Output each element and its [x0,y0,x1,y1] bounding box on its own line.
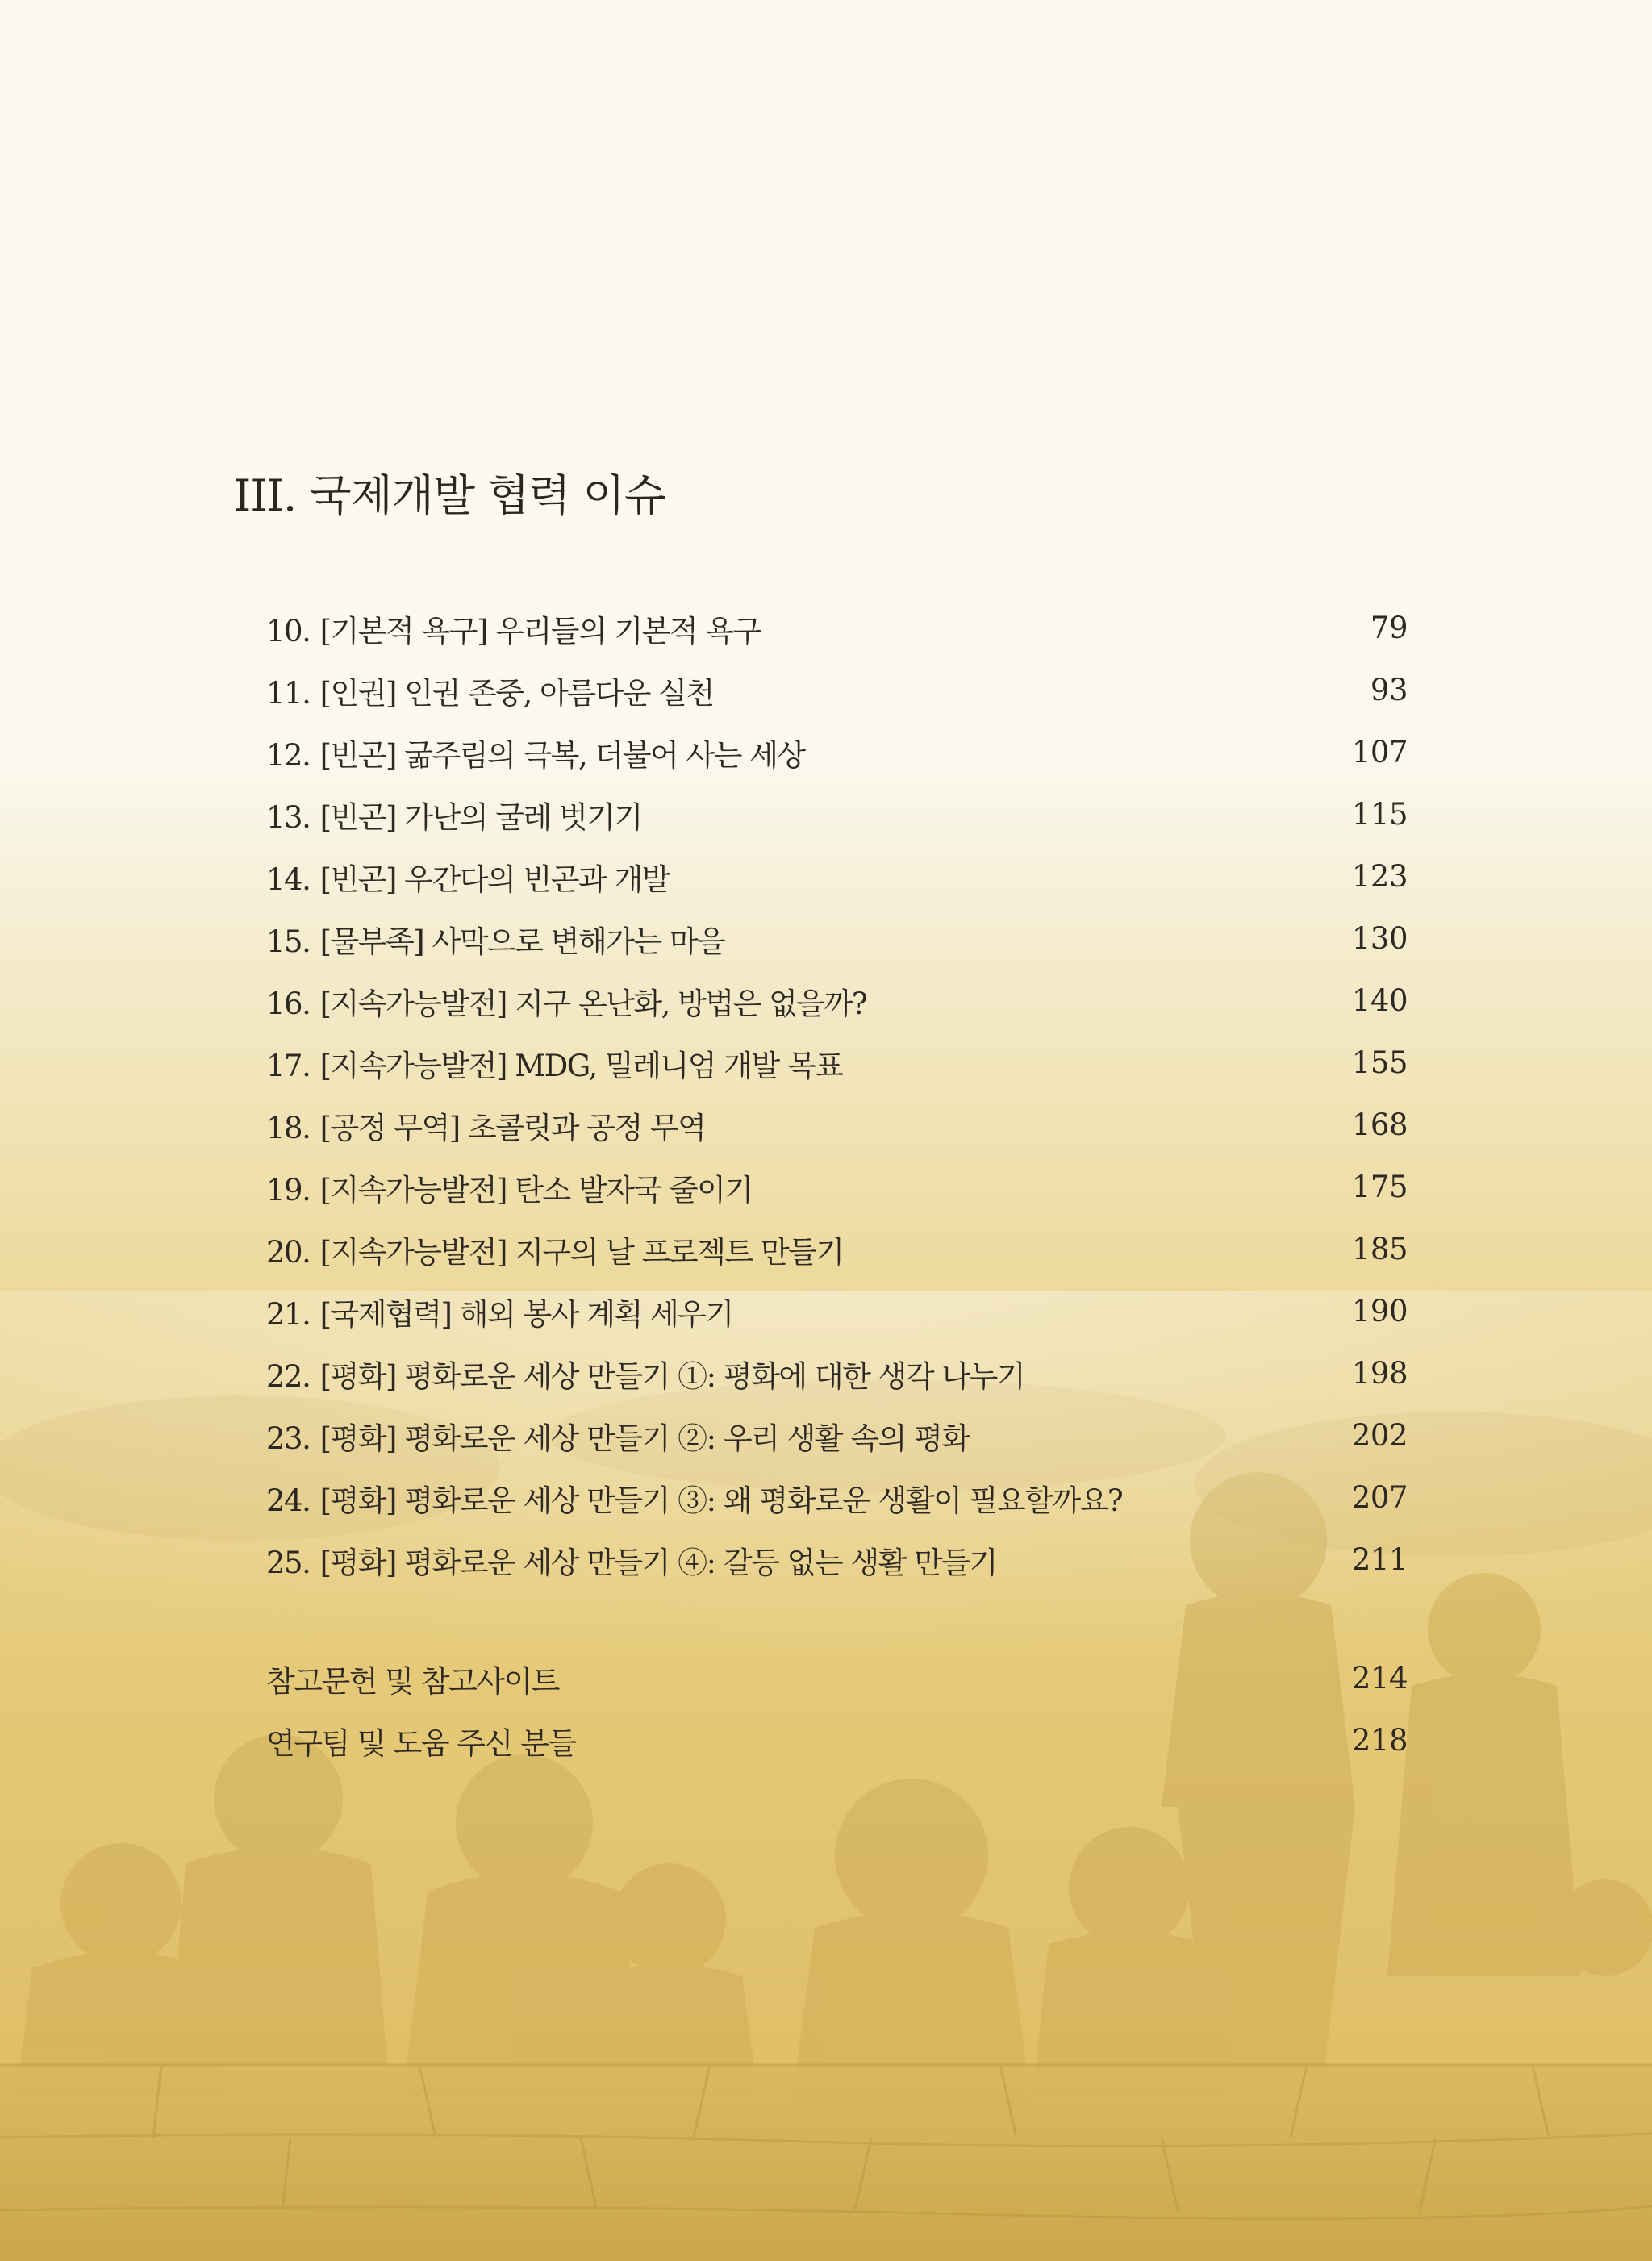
toc-entry-number: 19. [266,1172,311,1208]
toc-entry-page: 130 [1351,921,1408,956]
toc-entry-title: [국제협력] 해외 봉사 계획 세우기 [319,1296,733,1332]
toc-entry-page: 185 [1351,1232,1408,1266]
toc-entry[interactable] [266,1342,1408,1404]
toc-entry[interactable] [266,1032,1408,1094]
toc-entry-number: 13. [266,799,311,835]
toc-entry-page: 218 [1351,1723,1408,1758]
toc-entry-number: 24. [266,1483,311,1518]
toc-entry-page: 79 [1370,611,1408,645]
toc-entry-page: 155 [1351,1045,1408,1080]
toc-entry-references[interactable] [266,1647,1408,1709]
toc-entry-label [266,731,805,774]
toc-entry-title: [빈곤] 우간다의 빈곤과 개발 [319,861,670,897]
toc-entry[interactable] [266,783,1408,845]
toc-list [266,597,1408,1591]
toc-entry[interactable] [266,907,1408,970]
back-matter-list [266,1647,1408,1771]
toc-entry-title: [공정 무역] 초콜릿과 공정 무역 [319,1110,706,1145]
toc-entry-title: [지속가능발전] 지구의 날 프로젝트 만들기 [319,1234,844,1270]
toc-entry-page: 190 [1351,1294,1408,1329]
toc-entry-number: 23. [266,1420,311,1456]
toc-entry-title: [기본적 욕구] 우리들의 기본적 욕구 [319,613,761,649]
toc-entry-title: [지속가능발전] MDG, 밀레니엄 개발 목표 [319,1048,843,1083]
toc-entry-title: [평화] 평화로운 세상 만들기 ④: 갈등 없는 생활 만들기 [319,1545,997,1580]
toc-entry[interactable] [266,659,1408,721]
toc-entry[interactable] [266,1466,1408,1529]
toc-entry-number: 10. [266,613,311,649]
toc-entry[interactable] [266,970,1408,1032]
toc-entry-title: [지속가능발전] 지구 온난화, 방법은 없을까? [319,986,867,1021]
toc-entry-label [266,1103,705,1147]
toc-entry-label [266,1166,753,1209]
toc-entry-label [266,979,866,1023]
toc-entry-number: 12. [266,737,311,773]
toc-entry-label [266,1228,844,1271]
toc-entry[interactable] [266,1156,1408,1218]
toc-entry-page: 115 [1351,797,1408,832]
toc-entry-label [266,917,724,961]
toc-entry-number: 17. [266,1048,311,1083]
toc-entry-number: 22. [266,1358,311,1394]
toc-entry-title: 연구팀 및 도움 주신 분들 [266,1725,576,1761]
section-title: III. 국제개발 협력 이슈 [234,470,665,521]
toc-entry-title: 참고문헌 및 참고사이트 [266,1663,559,1699]
toc-entry-title: [평화] 평화로운 세상 만들기 ①: 평화에 대한 생각 나누기 [319,1358,1025,1394]
toc-entry-label [266,1414,970,1458]
toc-entry-page: 107 [1351,735,1408,770]
toc-entry-number: 15. [266,924,311,959]
toc-entry-label [266,1538,997,1582]
toc-entry-page: 207 [1351,1480,1408,1515]
toc-entry-label [266,669,714,712]
toc-entry-page: 214 [1351,1661,1408,1696]
toc-entry-label [266,607,761,650]
toc-entry[interactable] [266,1404,1408,1466]
toc-entry[interactable] [266,1280,1408,1342]
toc-entry-research-team[interactable] [266,1709,1408,1771]
toc-entry-page: 175 [1351,1170,1408,1204]
toc-entry-page: 168 [1351,1108,1408,1142]
toc-entry-label [266,793,642,836]
toc-entry-page: 140 [1351,983,1408,1018]
toc-entry[interactable] [266,1218,1408,1280]
toc-entry[interactable] [266,1529,1408,1591]
toc-entry-number: 11. [266,675,311,711]
toc-entry-page: 211 [1351,1542,1408,1577]
toc-entry-label [266,1352,1024,1395]
toc-entry-page: 123 [1351,859,1408,894]
toc-entry-title: [평화] 평화로운 세상 만들기 ③: 왜 평화로운 생활이 필요할까요? [319,1483,1123,1518]
toc-entry-title: [지속가능발전] 탄소 발자국 줄이기 [319,1172,753,1208]
toc-entry-number: 21. [266,1296,311,1332]
toc-entry-label [266,855,670,899]
toc-entry-title: [인권] 인권 존중, 아름다운 실천 [319,675,714,711]
toc-entry-page: 202 [1351,1418,1408,1453]
toc-entry-title: [빈곤] 굶주림의 극복, 더불어 사는 세상 [319,737,805,773]
toc-entry[interactable] [266,1094,1408,1156]
toc-entry[interactable] [266,597,1408,659]
toc-entry-label [266,1290,733,1333]
toc-entry-number: 14. [266,861,311,897]
toc-entry-number: 16. [266,986,311,1021]
toc-entry-title: [빈곤] 가난의 굴레 벗기기 [319,799,642,835]
toc-entry-number: 18. [266,1110,311,1145]
toc-entry-number: 25. [266,1545,311,1580]
toc-entry[interactable] [266,721,1408,783]
toc-entry-title: [평화] 평화로운 세상 만들기 ②: 우리 생활 속의 평화 [319,1420,970,1456]
toc-entry-page: 198 [1351,1356,1408,1391]
toc-entry-number: 20. [266,1234,311,1270]
toc-entry-page: 93 [1370,673,1408,707]
toc-entry-label [266,1476,1122,1520]
toc-entry-title: [물부족] 사막으로 변해가는 마을 [319,924,725,959]
toc-entry-label [266,1041,842,1085]
toc-entry[interactable] [266,845,1408,907]
